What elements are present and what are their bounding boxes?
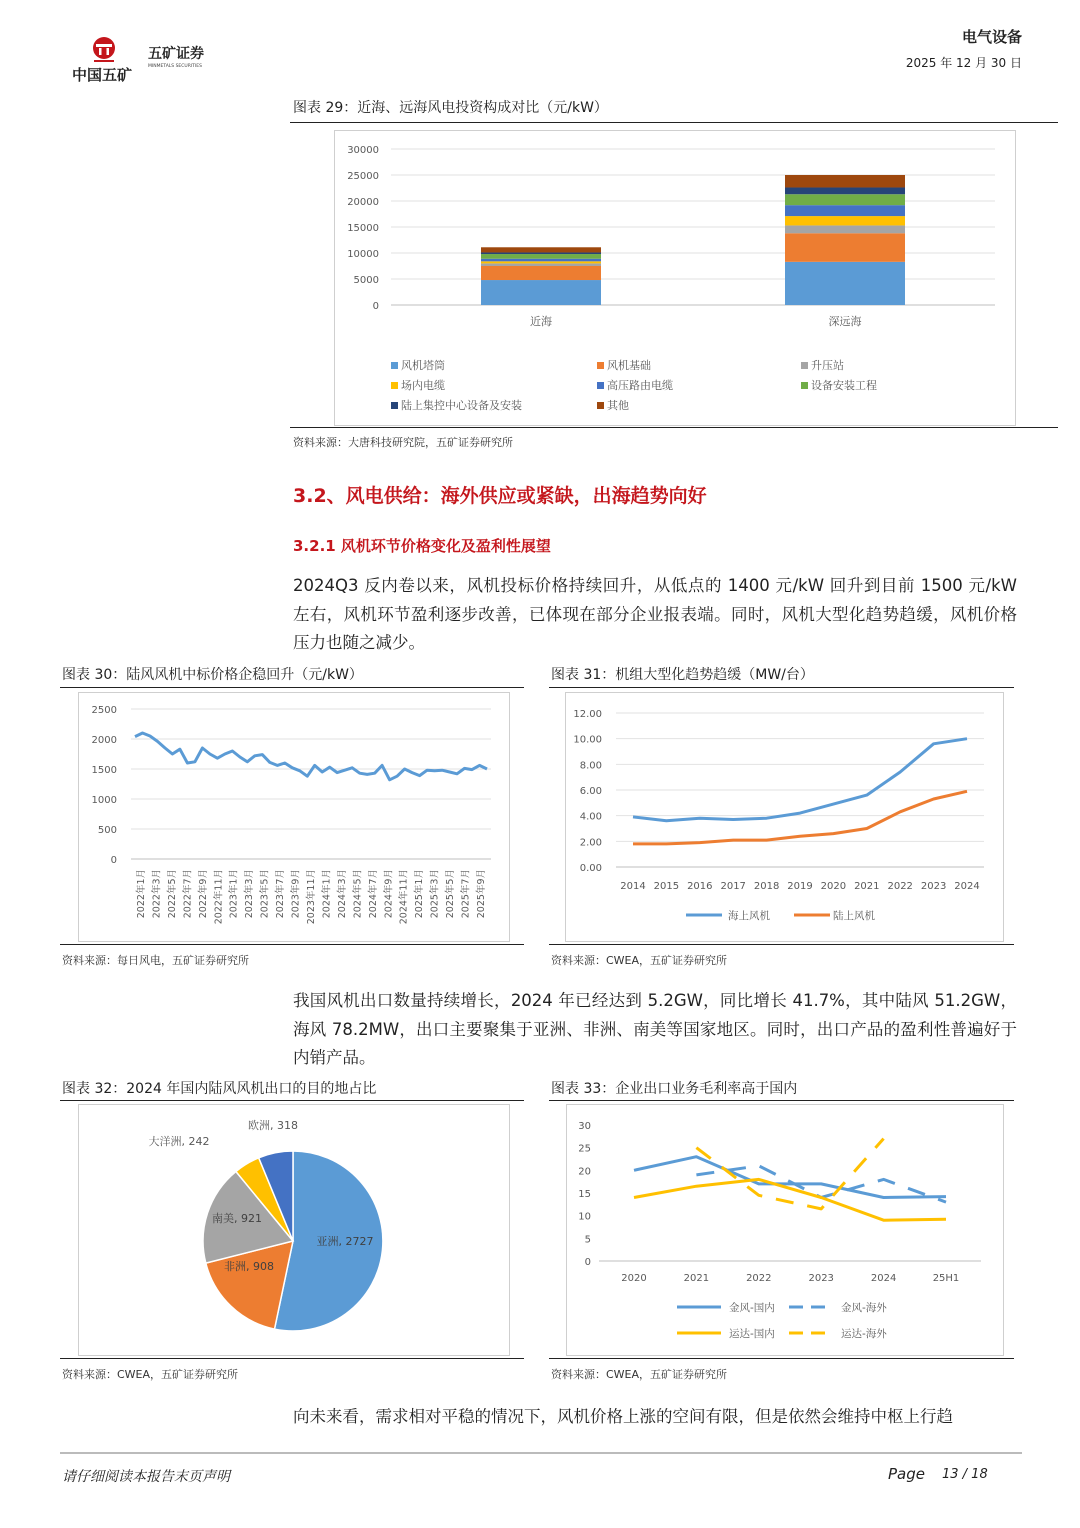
fig33-bottom-rule — [549, 1358, 1014, 1359]
fig30-source: 资料来源：每日风电，五矿证券研究所 — [62, 954, 249, 967]
fig29-source: 资料来源：大唐科技研究院，五矿证券研究所 — [293, 436, 513, 449]
fig31-ytick-label: 4.00 — [579, 811, 602, 823]
fig33-series-line — [696, 1139, 883, 1209]
fig31-xtick-label: 2023 — [920, 881, 947, 892]
fig33-xtick-label: 2022 — [746, 1273, 772, 1284]
fig29-bar-segment — [785, 175, 905, 187]
fig30-xtick-label: 2022年5月 — [166, 869, 178, 919]
fig31-bottom-rule — [549, 944, 1014, 945]
fig32-slice-label: 南美, 921 — [212, 1212, 262, 1225]
fig29-bar-segment — [785, 262, 905, 305]
report-category: 电气设备 — [961, 28, 1022, 46]
fig31-series-line — [633, 739, 967, 821]
fig31-ytick-label: 10.00 — [573, 734, 602, 746]
fig29-title: 图表 29：近海、远海风电投资构成对比（元/kW） — [293, 100, 608, 116]
fig33-ytick-label: 20 — [578, 1166, 591, 1178]
fig30-xtick-label: 2022年1月 — [136, 869, 147, 919]
fig30-xtick-label: 2023年11月 — [306, 869, 317, 925]
fig29-chart — [335, 131, 1015, 425]
fig31-top-rule — [549, 687, 1014, 688]
fig29-bar-segment — [481, 252, 601, 254]
fig29-bar-segment — [481, 266, 601, 280]
fig29-bar-segment — [481, 254, 601, 259]
fig29-legend-label: 其他 — [607, 399, 629, 412]
fig33-chart — [567, 1105, 1003, 1355]
fig31-source: 资料来源：CWEA，五矿证券研究所 — [551, 954, 728, 967]
fig30-xtick-label: 2024年1月 — [321, 869, 333, 919]
logo-company-name: 五矿证券 — [148, 46, 204, 62]
fig29-ytick-label: 20000 — [347, 197, 379, 208]
fig30-xtick-label: 2025年9月 — [476, 869, 487, 919]
fig33-ytick-label: 30 — [578, 1121, 591, 1132]
fig31-legend-label: 陆上风机 — [833, 910, 875, 922]
logo-group-name: 中国五矿 — [72, 66, 133, 84]
fig33-ytick-label: 15 — [578, 1189, 591, 1200]
fig29-category-label: 近海 — [530, 315, 552, 328]
section-3-2-1-heading: 3.2.1 风机环节价格变化及盈利性展望 — [293, 537, 551, 555]
fig30-xtick-label: 2024年5月 — [352, 869, 364, 919]
fig32-slice-label: 欧洲, 318 — [248, 1119, 298, 1132]
fig30-xtick-label: 2025年1月 — [414, 869, 426, 919]
fig29-bar-segment — [785, 194, 905, 205]
fig30-xtick-label: 2022年9月 — [197, 869, 209, 919]
fig31-ytick-label: 6.00 — [579, 786, 602, 797]
fig31-frame — [565, 692, 1004, 942]
fig30-xtick-label: 2023年9月 — [290, 869, 302, 919]
fig29-ytick-label: 0 — [372, 301, 379, 312]
fig29-legend-swatch — [597, 362, 604, 369]
fig30-title: 图表 30：陆风风机中标价格企稳回升（元/kW） — [62, 667, 363, 683]
fig30-bottom-rule — [60, 944, 524, 945]
fig32-top-rule — [60, 1100, 524, 1101]
fig29-category-label: 深远海 — [828, 315, 862, 328]
fig29-legend-swatch — [391, 382, 398, 389]
fig31-xtick-label: 2018 — [753, 881, 780, 892]
fig31-ytick-label: 0.00 — [579, 863, 602, 874]
fig29-legend-label: 风机塔筒 — [401, 359, 445, 372]
logo-company-en: MINMETALS SECURITIES — [148, 64, 202, 69]
fig29-ytick-label: 15000 — [347, 223, 379, 234]
report-date: 2025 年 12 月 30 日 — [905, 56, 1022, 70]
fig32-bottom-rule — [60, 1358, 524, 1359]
fig29-legend-swatch — [801, 362, 808, 369]
fig31-xtick-label: 2017 — [720, 881, 746, 892]
fig29-legend-swatch — [597, 382, 604, 389]
fig30-series-line — [135, 733, 487, 780]
fig30-xtick-label: 2025年3月 — [429, 869, 441, 919]
fig30-xtick-label: 2023年1月 — [228, 869, 240, 919]
paragraph-3: 向未来看，需求相对平稳的情况下，风机价格上涨的空间有限，但是依然会维持中枢上行趋 — [293, 1407, 953, 1426]
fig33-series-line — [634, 1179, 946, 1220]
fig30-ytick-label: 1500 — [91, 765, 117, 776]
footer-page-number: 13 / 18 — [942, 1467, 988, 1482]
fig31-title: 图表 31：机组大型化趋势趋缓（MW/台） — [551, 667, 814, 683]
fig33-legend-label: 运达-国内 — [729, 1328, 775, 1340]
fig29-legend-swatch — [801, 382, 808, 389]
fig30-xtick-label: 2024年3月 — [336, 869, 348, 919]
paragraph-1: 2024Q3 反内卷以来，风机投标价格持续回升，从低点的 1400 元/kW 回升到目前 1500 元/kW 左右，风机环节盈利逐步改善，已体现在部分企业报表端。同时，风机大型化趋势趋缓，风机价格压力也随之减少。 — [293, 576, 1017, 652]
fig29-legend-swatch — [391, 362, 398, 369]
fig30-ytick-label: 0 — [110, 855, 117, 866]
fig33-xtick-label: 25H1 — [932, 1273, 960, 1284]
fig33-series-line — [634, 1157, 946, 1198]
fig30-xtick-label: 2024年9月 — [383, 869, 395, 919]
fig33-legend-label: 金风-国内 — [729, 1302, 775, 1314]
fig30-top-rule — [60, 687, 524, 688]
fig29-bar-segment — [481, 263, 601, 266]
fig29-bar-segment — [785, 233, 905, 262]
footer-rule — [60, 1452, 1022, 1454]
fig30-ytick-label: 2500 — [91, 705, 117, 716]
fig29-legend-label: 风机基础 — [607, 359, 651, 372]
fig29-legend-label: 场内电缆 — [401, 379, 445, 392]
fig29-frame — [334, 130, 1016, 426]
section-3-2-heading: 3.2、风电供给：海外供应或紧缺，出海趋势向好 — [293, 485, 707, 507]
fig31-ytick-label: 2.00 — [579, 837, 602, 849]
footer-page-label: Page — [888, 1465, 925, 1483]
fig33-legend-label: 运达-海外 — [841, 1328, 887, 1340]
fig30-xtick-label: 2023年3月 — [244, 869, 256, 919]
fig29-legend-swatch — [597, 402, 604, 409]
fig30-ytick-label: 500 — [97, 825, 117, 836]
fig31-xtick-label: 2020 — [820, 881, 847, 892]
fig31-chart — [566, 693, 1003, 941]
fig33-top-rule — [549, 1100, 1014, 1101]
fig32-slice-label: 亚洲, 2727 — [316, 1235, 374, 1248]
fig30-xtick-label: 2025年5月 — [445, 869, 457, 919]
fig30-xtick-label: 2022年3月 — [151, 869, 163, 919]
fig29-legend-label: 陆上集控中心设备及安装 — [401, 399, 522, 412]
fig30-xtick-label: 2022年11月 — [213, 869, 225, 925]
fig29-bottom-rule — [290, 427, 1058, 428]
fig33-xtick-label: 2020 — [621, 1273, 647, 1284]
fig29-legend-label: 高压路由电缆 — [607, 379, 673, 392]
fig33-xtick-label: 2024 — [870, 1273, 897, 1284]
fig29-ytick-label: 25000 — [347, 171, 379, 182]
paragraph-2: 我国风机出口数量持续增长，2024 年已经达到 5.2GW，同比增长 41.7%，其中陆风 51.2GW，海风 78.2MW，出口主要聚集于亚洲、非洲、南美等国家地区。同时，出口产品的盈利性普遍好于内销产品。 — [293, 991, 1017, 1067]
fig33-xtick-label: 2023 — [808, 1273, 834, 1284]
fig29-top-rule — [290, 122, 1058, 123]
fig33-ytick-label: 5 — [584, 1234, 591, 1246]
fig31-legend-label: 海上风机 — [728, 910, 770, 922]
fig31-xtick-label: 2022 — [887, 881, 913, 892]
fig31-xtick-label: 2014 — [620, 881, 646, 892]
fig29-ytick-label: 30000 — [347, 145, 379, 156]
fig30-xtick-label: 2025年7月 — [460, 869, 472, 919]
fig29-legend-swatch — [391, 402, 398, 409]
fig31-xtick-label: 2021 — [854, 881, 880, 892]
fig29-bar-segment — [481, 247, 601, 252]
fig31-xtick-label: 2019 — [787, 881, 813, 892]
fig31-ytick-label: 8.00 — [579, 760, 602, 772]
fig29-bar-segment — [481, 280, 601, 305]
fig31-series-line — [633, 791, 967, 844]
fig29-legend-label: 设备安装工程 — [811, 379, 877, 392]
fig30-frame — [78, 692, 510, 942]
fig30-xtick-label: 2024年11月 — [398, 869, 410, 925]
fig31-ytick-label: 12.00 — [573, 709, 602, 720]
logo-emblem-icon — [93, 37, 115, 59]
company-logo — [66, 34, 226, 86]
fig33-ytick-label: 0 — [584, 1257, 591, 1268]
fig30-ytick-label: 1000 — [91, 795, 117, 806]
fig29-bar-segment — [785, 216, 905, 225]
fig30-xtick-label: 2023年7月 — [275, 869, 287, 919]
fig33-ytick-label: 10 — [578, 1211, 591, 1223]
fig31-xtick-label: 2015 — [653, 881, 680, 892]
fig32-slice-label: 非洲, 908 — [224, 1260, 274, 1273]
fig29-bar-segment — [785, 187, 905, 194]
fig29-bar-segment — [785, 225, 905, 233]
fig32-chart — [79, 1105, 509, 1355]
fig32-title: 图表 32：2024 年国内陆风风机出口的目的地占比 — [62, 1081, 377, 1097]
fig31-xtick-label: 2016 — [687, 881, 713, 892]
fig32-source: 资料来源：CWEA，五矿证券研究所 — [62, 1368, 239, 1381]
fig30-xtick-label: 2024年7月 — [367, 869, 379, 919]
footer-disclaimer: 请仔细阅读本报告末页声明 — [62, 1469, 230, 1485]
fig30-xtick-label: 2022年7月 — [182, 869, 194, 919]
fig29-bar-segment — [481, 259, 601, 262]
fig33-legend-label: 金风-海外 — [841, 1302, 887, 1314]
fig30-chart — [79, 693, 509, 941]
fig30-ytick-label: 2000 — [91, 735, 117, 746]
fig33-xtick-label: 2021 — [683, 1273, 710, 1284]
fig32-frame — [78, 1104, 510, 1356]
fig33-ytick-label: 25 — [578, 1143, 591, 1155]
fig30-xtick-label: 2023年5月 — [259, 869, 271, 919]
fig29-ytick-label: 5000 — [353, 275, 379, 286]
fig29-ytick-label: 10000 — [347, 249, 379, 260]
fig29-bar-segment — [481, 261, 601, 263]
fig31-xtick-label: 2024 — [954, 881, 980, 892]
fig33-source: 资料来源：CWEA，五矿证券研究所 — [551, 1368, 728, 1381]
fig33-frame — [566, 1104, 1004, 1356]
fig29-bar-segment — [785, 205, 905, 216]
fig33-title: 图表 33：企业出口业务毛利率高于国内 — [551, 1081, 798, 1097]
fig32-slice-label: 大洋洲, 242 — [148, 1135, 210, 1148]
fig29-legend-label: 升压站 — [811, 359, 844, 372]
